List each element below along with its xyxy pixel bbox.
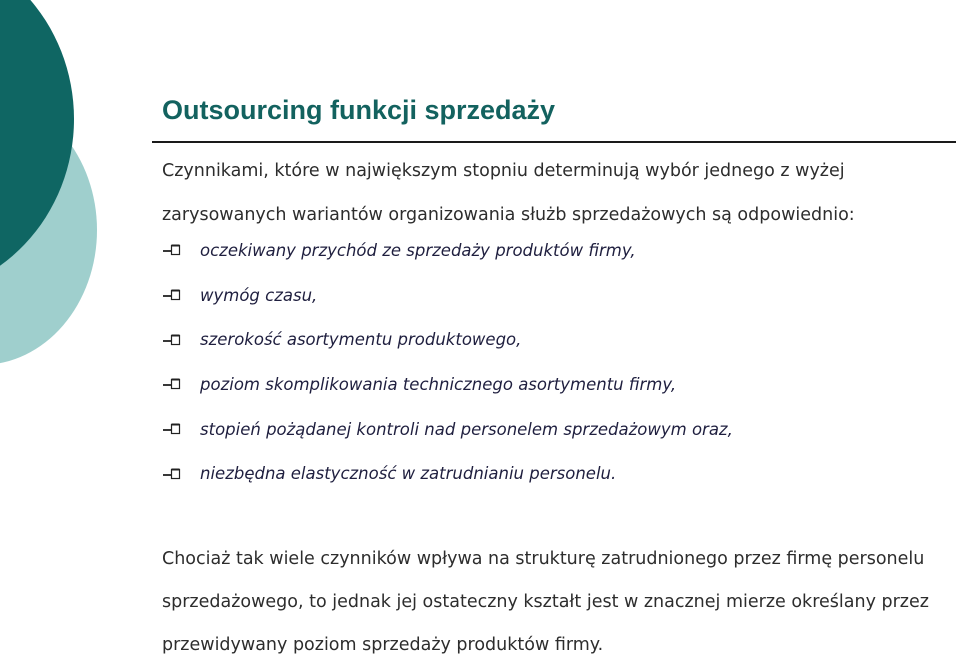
list-item bbox=[162, 362, 733, 407]
checkbox-dash-icon bbox=[162, 288, 182, 302]
list-item-text: niezbędna elastyczność w zatrudnianiu personelu. bbox=[200, 464, 617, 484]
list-item bbox=[162, 317, 733, 362]
checkbox-dash-icon bbox=[162, 377, 182, 391]
list-item-text: poziom skomplikowania technicznego asortymentu firmy, bbox=[200, 374, 677, 394]
list-item-text: szerokość asortymentu produktowego, bbox=[200, 330, 522, 350]
list-item bbox=[162, 273, 733, 318]
checkbox-dash-icon bbox=[162, 467, 182, 481]
checkbox-dash-icon bbox=[162, 333, 182, 347]
factor-list bbox=[162, 228, 733, 496]
list-item-text: wymóg czasu, bbox=[200, 285, 318, 305]
intro-paragraph: Czynnikami, które w największym stopniu determinują wybór jednego z wyżej zarysowanych wariantów organizowania służb sprzedażowych są odpowiednio: bbox=[162, 161, 855, 225]
list-item bbox=[162, 407, 733, 452]
checkbox-dash-icon bbox=[162, 422, 182, 436]
checkbox-dash-icon bbox=[162, 243, 182, 257]
list-item-text: stopień pożądanej kontroli nad personelem sprzedażowym oraz, bbox=[200, 419, 733, 439]
title-divider bbox=[152, 141, 956, 143]
list-item bbox=[162, 451, 733, 496]
slide-title: Outsourcing funkcji sprzedaży bbox=[162, 95, 556, 125]
closing-paragraph: Chociaż tak wiele czynników wpływa na strukturę zatrudnionego przez firmę personelu sprzedażowego, to jednak jej ostateczny kształt jest w znacznej mierze określany przez przewidywany poziom sprzedaży produktów firmy. bbox=[162, 549, 929, 655]
list-item bbox=[162, 228, 733, 273]
list-item-text: oczekiwany przychód ze sprzedaży produktów firmy, bbox=[200, 240, 636, 260]
